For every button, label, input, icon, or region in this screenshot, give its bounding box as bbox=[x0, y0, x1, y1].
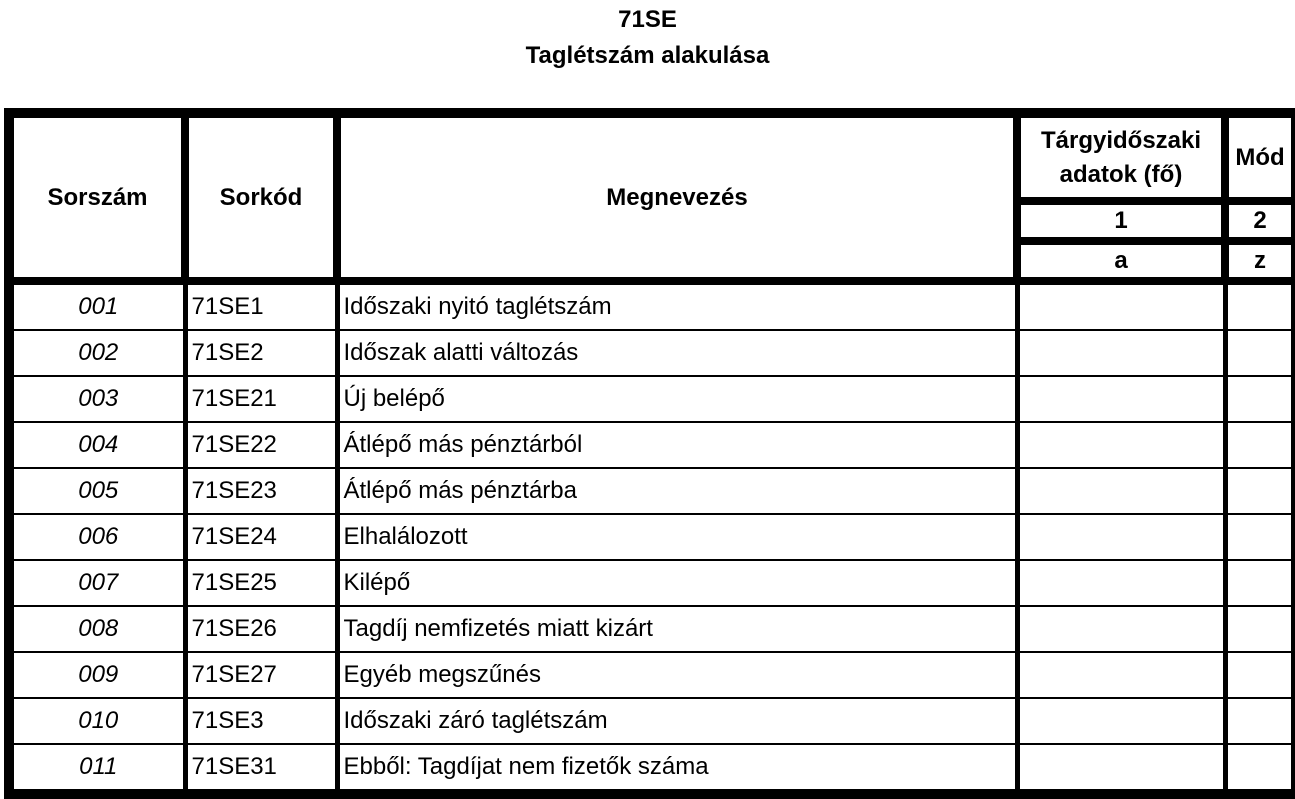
row-value-cell[interactable] bbox=[1017, 330, 1225, 376]
row-sorkod: 71SE26 bbox=[185, 606, 337, 652]
row-mod-cell[interactable] bbox=[1225, 281, 1295, 330]
row-mod-cell[interactable] bbox=[1225, 652, 1295, 698]
col-number-2: 2 bbox=[1225, 201, 1295, 241]
row-sorkod: 71SE31 bbox=[185, 744, 337, 794]
row-value-cell[interactable] bbox=[1017, 606, 1225, 652]
row-sorkod: 71SE2 bbox=[185, 330, 337, 376]
row-value-cell[interactable] bbox=[1017, 281, 1225, 330]
col-header-sorkod: Sorkód bbox=[185, 113, 337, 281]
row-value-cell[interactable] bbox=[1017, 468, 1225, 514]
table-row bbox=[9, 422, 1295, 468]
col-letter-a: a bbox=[1017, 241, 1225, 281]
table-row bbox=[9, 744, 1295, 794]
row-megnevezes: Időszak alatti változás bbox=[337, 330, 1017, 376]
row-sorszam: 005 bbox=[9, 468, 185, 514]
col-header-mod: Mód bbox=[1225, 113, 1295, 201]
row-sorkod: 71SE23 bbox=[185, 468, 337, 514]
row-megnevezes: Kilépő bbox=[337, 560, 1017, 606]
row-megnevezes: Átlépő más pénztárba bbox=[337, 468, 1017, 514]
row-megnevezes: Egyéb megszűnés bbox=[337, 652, 1017, 698]
row-mod-cell[interactable] bbox=[1225, 422, 1295, 468]
row-sorkod: 71SE21 bbox=[185, 376, 337, 422]
col-header-sorszam: Sorszám bbox=[9, 113, 185, 281]
row-megnevezes: Új belépő bbox=[337, 376, 1017, 422]
table-row bbox=[9, 652, 1295, 698]
col-header-targyidoszaki: Tárgyidőszaki adatok (fő) bbox=[1017, 113, 1225, 201]
col-header-megnevezes: Megnevezés bbox=[337, 113, 1017, 281]
row-megnevezes: Időszaki nyitó taglétszám bbox=[337, 281, 1017, 330]
row-megnevezes: Tagdíj nemfizetés miatt kizárt bbox=[337, 606, 1017, 652]
table-row bbox=[9, 560, 1295, 606]
data-table bbox=[4, 108, 1295, 799]
row-sorkod: 71SE25 bbox=[185, 560, 337, 606]
form-code: 71SE bbox=[618, 6, 677, 33]
table-row bbox=[9, 281, 1295, 330]
row-value-cell[interactable] bbox=[1017, 698, 1225, 744]
row-sorszam: 002 bbox=[9, 330, 185, 376]
row-mod-cell[interactable] bbox=[1225, 606, 1295, 652]
col-letter-z: z bbox=[1225, 241, 1295, 281]
row-value-cell[interactable] bbox=[1017, 560, 1225, 606]
row-value-cell[interactable] bbox=[1017, 652, 1225, 698]
table-row bbox=[9, 330, 1295, 376]
row-mod-cell[interactable] bbox=[1225, 376, 1295, 422]
table-row bbox=[9, 468, 1295, 514]
row-mod-cell[interactable] bbox=[1225, 514, 1295, 560]
row-megnevezes: Átlépő más pénztárból bbox=[337, 422, 1017, 468]
row-sorkod: 71SE3 bbox=[185, 698, 337, 744]
form-title: Taglétszám alakulása bbox=[525, 42, 770, 69]
row-mod-cell[interactable] bbox=[1225, 468, 1295, 514]
row-sorszam: 001 bbox=[9, 281, 185, 330]
row-sorszam: 007 bbox=[9, 560, 185, 606]
row-sorszam: 003 bbox=[9, 376, 185, 422]
row-sorszam: 009 bbox=[9, 652, 185, 698]
col-number-1: 1 bbox=[1017, 201, 1225, 241]
row-sorszam: 011 bbox=[9, 744, 185, 794]
row-value-cell[interactable] bbox=[1017, 744, 1225, 794]
row-sorszam: 004 bbox=[9, 422, 185, 468]
row-value-cell[interactable] bbox=[1017, 376, 1225, 422]
row-sorkod: 71SE22 bbox=[185, 422, 337, 468]
row-mod-cell[interactable] bbox=[1225, 560, 1295, 606]
row-mod-cell[interactable] bbox=[1225, 744, 1295, 794]
row-megnevezes: Elhalálozott bbox=[337, 514, 1017, 560]
row-value-cell[interactable] bbox=[1017, 422, 1225, 468]
row-sorkod: 71SE1 bbox=[185, 281, 337, 330]
table-row bbox=[9, 606, 1295, 652]
row-megnevezes: Időszaki záró taglétszám bbox=[337, 698, 1017, 744]
table-row bbox=[9, 514, 1295, 560]
row-sorkod: 71SE27 bbox=[185, 652, 337, 698]
row-sorkod: 71SE24 bbox=[185, 514, 337, 560]
row-megnevezes: Ebből: Tagdíjat nem fizetők száma bbox=[337, 744, 1017, 794]
row-sorszam: 006 bbox=[9, 514, 185, 560]
row-mod-cell[interactable] bbox=[1225, 698, 1295, 744]
table-row bbox=[9, 698, 1295, 744]
table-row bbox=[9, 376, 1295, 422]
row-value-cell[interactable] bbox=[1017, 514, 1225, 560]
row-mod-cell[interactable] bbox=[1225, 330, 1295, 376]
row-sorszam: 010 bbox=[9, 698, 185, 744]
row-sorszam: 008 bbox=[9, 606, 185, 652]
